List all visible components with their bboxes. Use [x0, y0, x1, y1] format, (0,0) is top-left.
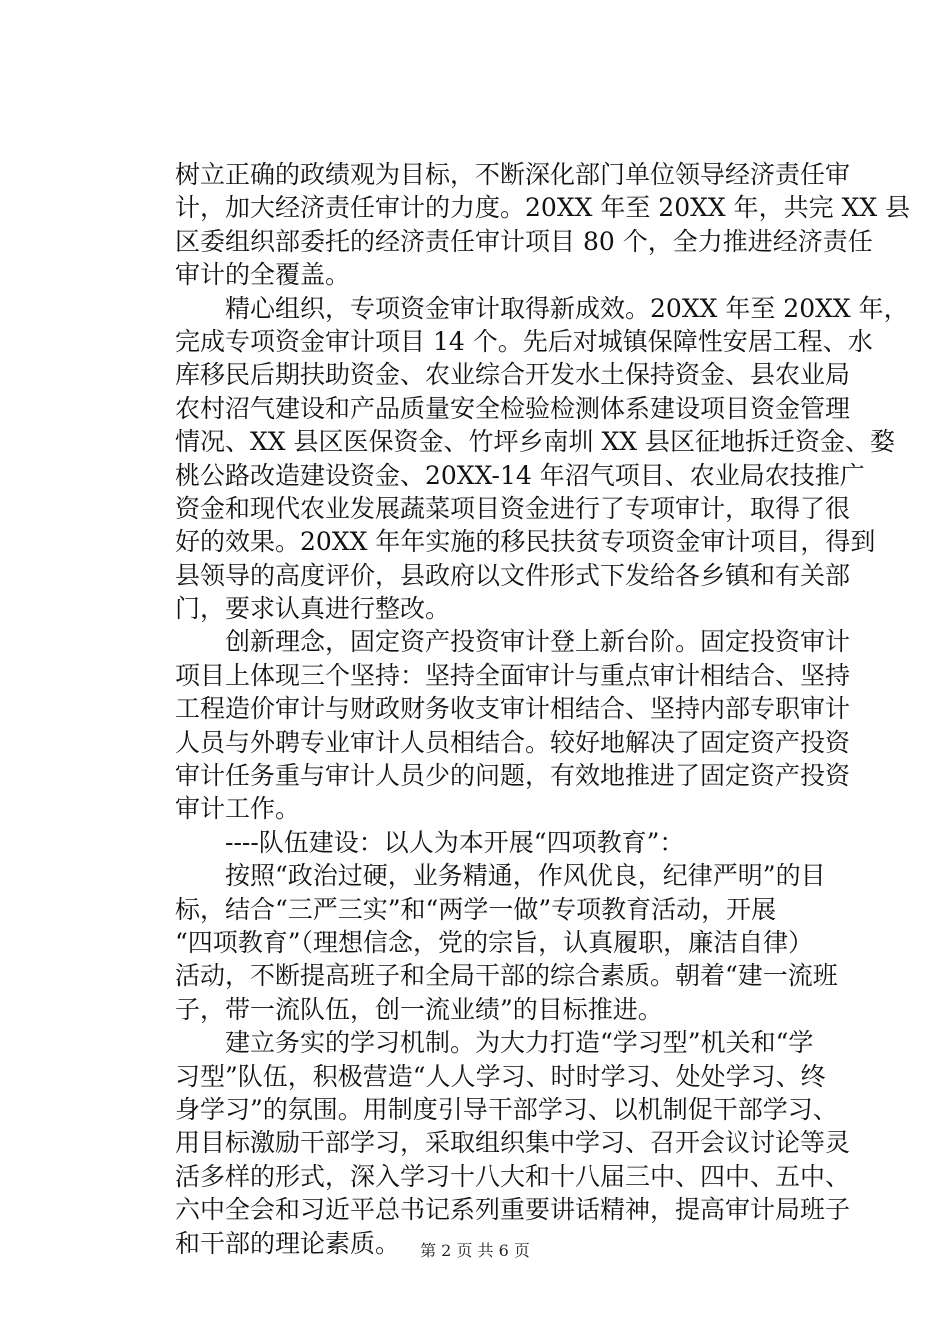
document-body	[175, 158, 911, 1260]
text-line: 桃公路改造建设资金、20XX-14 年沼气项目、农业局农技推广	[175, 460, 865, 490]
text-line: 和干部的理论素质。	[175, 1228, 401, 1258]
text-line: 人员与外聘专业审计人员相结合。较好地解决了固定资产投资	[175, 727, 851, 757]
text-line: 活多样的形式，深入学习十八大和十八届三中、四中、五中、	[175, 1161, 851, 1191]
page-number-label: 第 2 页 共 6 页	[420, 1241, 530, 1260]
text-line: 身学习”的氛围。用制度引导干部学习、以机制促干部学习、	[175, 1094, 838, 1124]
text-line: 门，要求认真进行整改。	[175, 594, 451, 624]
page-footer	[0, 1238, 950, 1261]
text-line: 审计的全覆盖。	[175, 260, 351, 290]
text-line: 资金和现代农业发展蔬菜项目资金进行了专项审计，取得了很	[175, 493, 851, 523]
text-line: 活动，不断提高班子和全局干部的综合素质。朝着“建一流班	[175, 961, 838, 991]
text-line: 库移民后期扶助资金、农业综合开发水土保持资金、县农业局	[175, 360, 851, 390]
text-line: 创新理念，固定资产投资审计登上新台阶。固定投资审计	[175, 627, 851, 657]
text-line: 情况、XX 县区医保资金、竹坪乡南圳 XX 县区征地拆迁资金、婺	[175, 427, 896, 457]
text-line: 子，带一流队伍，创一流业绩”的目标推进。	[175, 994, 663, 1024]
text-line: 习型”队伍，积极营造“人人学习、时时学习、处处学习、终	[175, 1061, 826, 1091]
text-line: 审计工作。	[175, 794, 301, 824]
text-line: 区委组织部委托的经济责任审计项目 80 个，全力推进经济责任	[175, 226, 873, 256]
text-line: 项目上体现三个坚持：坚持全面审计与重点审计相结合、坚持	[175, 660, 851, 690]
text-line: 农村沼气建设和产品质量安全检验检测体系建设项目资金管理	[175, 393, 851, 423]
text-line: 工程造价审计与财政财务收支审计相结合、坚持内部专职审计	[175, 694, 851, 724]
text-line: 精心组织，专项资金审计取得新成效。20XX 年至 20XX 年，	[175, 293, 909, 323]
text-line: 按照“政治过硬，业务精通，作风优良，纪律严明”的目	[175, 861, 826, 891]
text-line: “四项教育”（理想信念，党的宗旨，认真履职，廉洁自律）	[175, 927, 814, 957]
text-line: 树立正确的政绩观为目标，不断深化部门单位领导经济责任审	[175, 160, 851, 189]
section-heading-line: ----队伍建设：以人为本开展“四项教育”：	[175, 827, 685, 857]
text-line: 六中全会和习近平总书记系列重要讲话精神，提高审计局班子	[175, 1195, 851, 1225]
text-line: 好的效果。20XX 年年实施的移民扶贫专项资金审计项目，得到	[175, 527, 876, 557]
text-line: 标，结合“三严三实”和“两学一做”专项教育活动，开展	[175, 894, 777, 924]
text-line: 完成专项资金审计项目 14 个。先后对城镇保障性安居工程、水	[175, 326, 873, 356]
text-line: 用目标激励干部学习，采取组织集中学习、召开会议讨论等灵	[175, 1128, 851, 1158]
text-line: 建立务实的学习机制。为大力打造“学习型”机关和“学	[175, 1028, 814, 1058]
text-line: 县领导的高度评价，县政府以文件形式下发给各乡镇和有关部	[175, 560, 851, 590]
text-line: 审计任务重与审计人员少的问题，有效地推进了固定资产投资	[175, 761, 851, 791]
text-line: 计，加大经济责任审计的力度。20XX 年至 20XX 年，共完 XX 县	[175, 193, 911, 223]
